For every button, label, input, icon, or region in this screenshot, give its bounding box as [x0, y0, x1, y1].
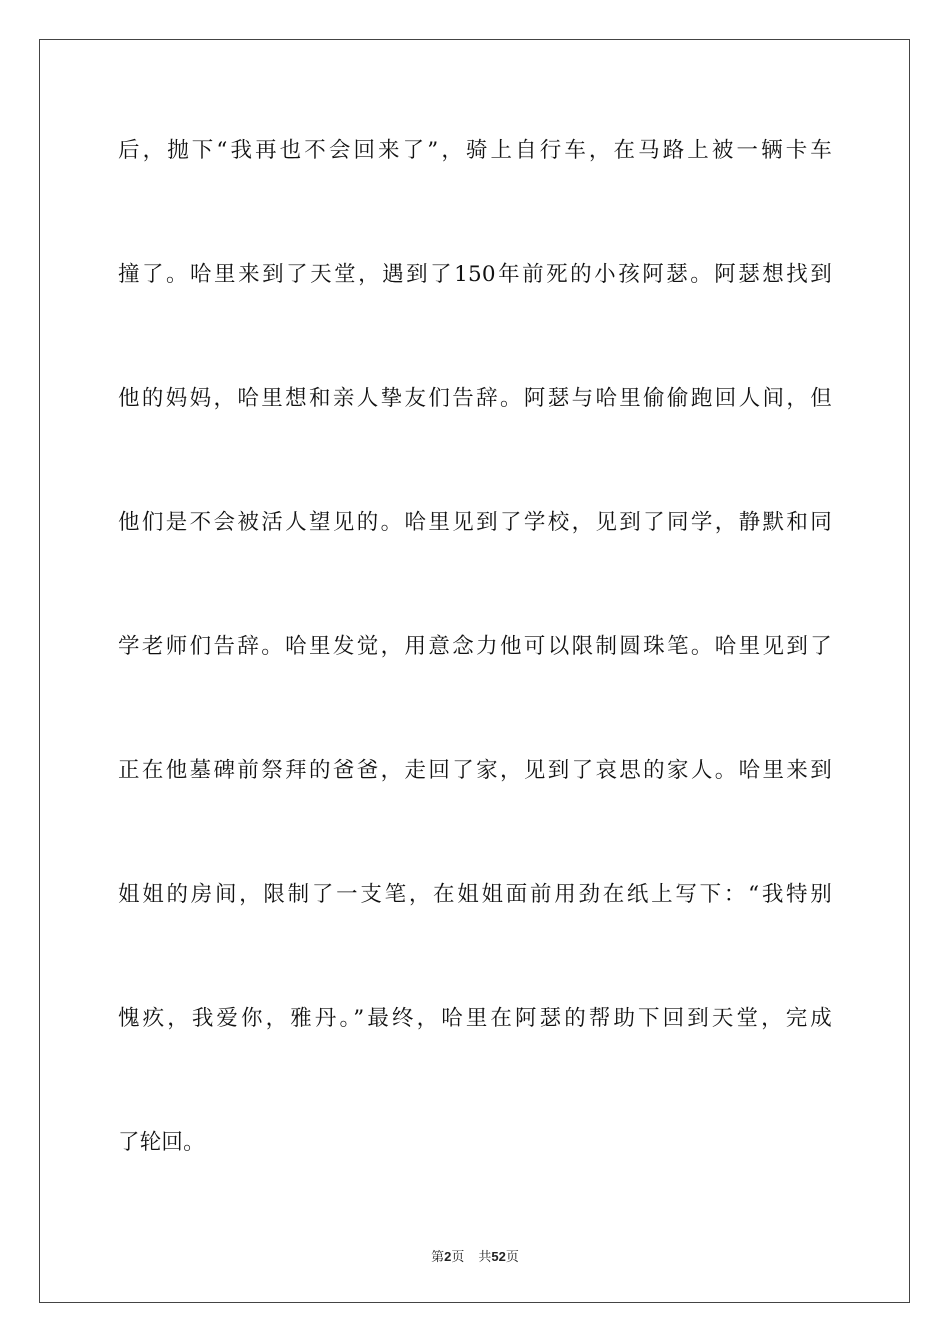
page-number: 2 — [444, 1249, 452, 1264]
text-line: 姐姐的房间，限制了一支笔，在姐姐面前用劲在纸上写下：“我特别 — [118, 882, 832, 907]
total-suffix: 页 — [505, 1250, 519, 1265]
text-line: 他的妈妈，哈里想和亲人挚友们告辞。阿瑟与哈里偷偷跑回人间，但 — [118, 386, 832, 411]
total-pages: 52 — [491, 1249, 506, 1264]
text-line: 了轮回。 — [118, 1130, 205, 1155]
text-line: 愧疚，我爱你，雅丹。”最终，哈里在阿瑟的帮助下回到天堂，完成 — [118, 1006, 832, 1031]
page-footer — [0, 1246, 950, 1265]
page-prefix: 第 — [431, 1250, 445, 1265]
text-line: 撞了。哈里来到了天堂，遇到了150年前死的小孩阿瑟。阿瑟想找到 — [118, 262, 832, 287]
text-line: 正在他墓碑前祭拜的爸爸，走回了家，见到了哀思的家人。哈里来到 — [118, 758, 832, 783]
page-suffix: 页 — [451, 1250, 465, 1265]
body-text — [118, 128, 832, 1244]
text-line: 他们是不会被活人望见的。哈里见到了学校，见到了同学，静默和同 — [118, 510, 832, 535]
text-line: 后，抛下“我再也不会回来了”，骑上自行车，在马路上被一辆卡车 — [118, 138, 832, 163]
total-prefix: 共 — [478, 1250, 492, 1265]
text-line: 学老师们告辞。哈里发觉，用意念力他可以限制圆珠笔。哈里见到了 — [118, 634, 832, 659]
